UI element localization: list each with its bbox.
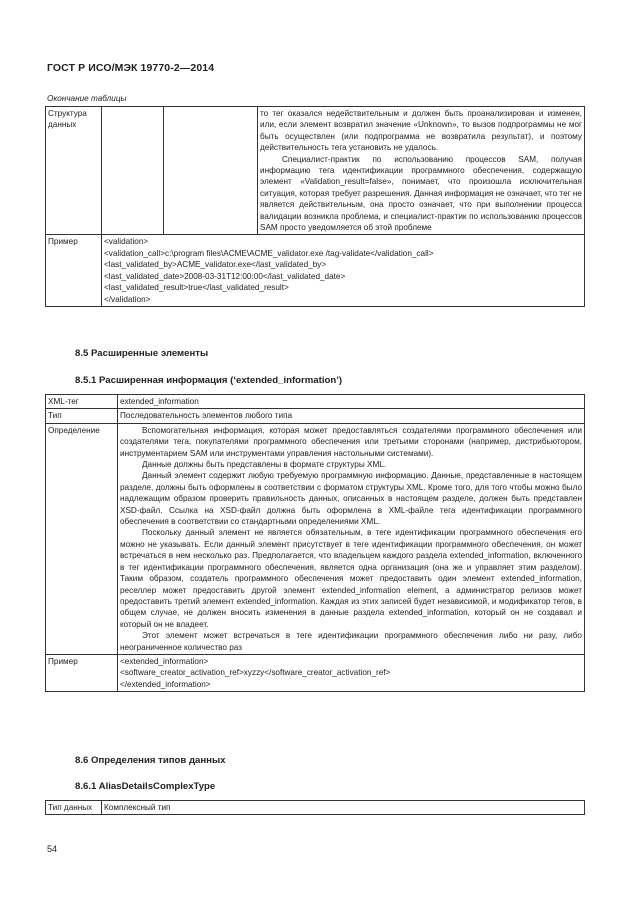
table-continuation [45,106,585,307]
row-value: extended_information [118,395,585,409]
example-code [118,654,585,691]
page-number: 54 [47,844,58,854]
code-line: <validation> [104,237,149,247]
paragraph: Специалист-практик по использованию процессов SAM, получая информацию тега идентификации программного обеспечения, содержащую элемент «Validation_result=false», понимает, что произошла исключительная ситуация, которая требует разрешения. Данная информация не означает, что тег не является действительным, она просто означает, что при выполнении процесса валидации возникла проблема, и специалист-практик по использованию процессов SAM просто уведомляется об этой проблеме [260,154,582,233]
row-value: Последовательность элементов любого типа [118,409,585,423]
row-label: Тип данных [46,801,102,815]
row-label: Тип [46,409,118,423]
example-code [102,235,585,306]
section-heading: 8.5 Расширенные элементы [75,348,209,359]
table-row [46,235,585,306]
row-value: Комплексный тип [102,801,585,815]
table-row [46,654,585,691]
section-heading: 8.6.1 AliasDetailsComplexType [75,781,216,792]
paragraph: Данные должны быть представлены в формате структуры XML. [142,460,387,470]
paragraph: Этот элемент может встречаться в теге идентификации программного обеспечения либо ни разу, либо неограниченное количество раз [120,631,582,652]
table-row [46,395,585,409]
row-label: XML-тег [46,395,118,409]
table-row [46,423,585,654]
table-row [46,409,585,423]
empty-cell [102,107,164,235]
definition-content [118,423,585,654]
paragraph: Данный элемент содержит любую требуемую программную информацию. Данные, представленные в настоящем разделе, должны быть оформлены в соответствии с форматом структуры XML. Кроме того, для того чтобы можно было надлежащим образом проверить правильность данных, описанных в настоящем разделе, должен быть представлен XSD-файл. Ссылка на XSD-файл должна быть оформлена в XML-файле тега идентификации программного обеспечения в соответствии со стандартными определениями XML. [120,471,582,527]
code-line: </validation> [104,294,151,304]
empty-cell [164,107,258,235]
row-content [258,107,585,235]
code-line: <last_validated_date>2008-03-31T12:00:00</last_validated_date> [104,271,346,281]
row-label: Структура данных [46,107,102,235]
document-header: ГОСТ Р ИСО/МЭК 19770-2—2014 [47,62,215,74]
extended-information-table [45,394,585,692]
paragraph: Вспомогательная информация, которая может предоставляться создателями программного обеспечения или создателями тега, покупателями программного обеспечения или третьими сторонами (например, дистрибьютором, инструментарием SAM или инструментами управления настольными системами). [120,425,582,458]
table-row [46,107,585,235]
section-heading: 8.6 Определения типов данных [75,755,226,766]
row-label: Определение [46,423,118,654]
code-line: <validation_call>c:\program files\ACME\ACME_validator.exe /tag-validate</validation_call> [104,248,434,258]
code-line: </extended_information> [120,679,211,689]
code-line: <last_validated_result>true</last_validated_result> [104,283,289,293]
code-line: <software_creator_activation_ref>xyzzy</software_creator_activation_ref> [120,668,391,678]
paragraph: Поскольку данный элемент не является обязательным, в теге идентификации программного обеспечения его можно не указывать. Если данный элемент присутствует в теге идентификации программного обеспечения, он может встречаться в нем несколько раз. Предполагается, что владельцем каждого раздела extended_information, включенного в тег идентификации программного обеспечения, является одна организация (она же и управляет этим разделом). Таким образом, создатель программного обеспечения может предоставить один элемент extended_information, реселлер может предоставить другой элемент extended_information element, а администратор релизов может предоставить третий элемент extended_information. Каждая из этих записей будет независимой, и модификатор тегов, в общем случае, не должен вносить изменения в данные раздела extended_information, который он не создавал и который он не владеет. [120,528,582,629]
row-label: Пример [46,654,118,691]
paragraph: то тег оказался недействительным и должен быть проанализирован и изменен, или, если элемент возвратил значение «Unknown», то вызов подпрограммы не мог быть осуществлен (или подпрограмма не возвратила результат), и поэтому действительность тега установить не удалось. [260,109,582,153]
code-line: <extended_information> [120,656,209,666]
row-label: Пример [46,235,102,306]
section-heading: 8.5.1 Расширенная информация (‘extended_information’) [75,375,343,386]
alias-details-table [45,800,585,815]
table-row [46,801,585,815]
table-caption: Окончание таблицы [47,94,127,103]
code-line: <last_validated_by>ACME_validator.exe</last_validated_by> [104,260,327,270]
